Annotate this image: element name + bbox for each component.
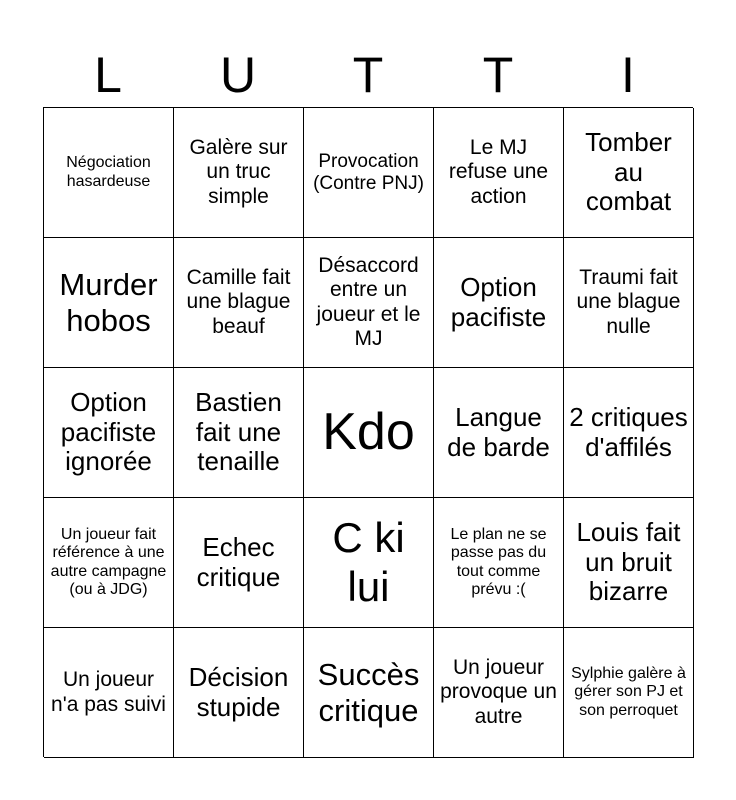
bingo-cell[interactable]: C ki lui: [304, 498, 434, 628]
bingo-grid: [43, 107, 693, 757]
title-letter-t1: T: [352, 47, 384, 103]
bingo-cell[interactable]: Tomber au combat: [564, 108, 694, 238]
bingo-cell[interactable]: Langue de barde: [434, 368, 564, 498]
title-letter-l: L: [94, 47, 122, 103]
bingo-cell[interactable]: Echec critique: [174, 498, 304, 628]
bingo-cell[interactable]: Désaccord entre un joueur et le MJ: [304, 238, 434, 368]
bingo-cell[interactable]: Le MJ refuse une action: [434, 108, 564, 238]
bingo-cell[interactable]: Galère sur un truc simple: [174, 108, 304, 238]
bingo-cell[interactable]: Sylphie galère à gérer son PJ et son perroquet: [564, 628, 694, 758]
bingo-cell[interactable]: Camille fait une blague beauf: [174, 238, 304, 368]
bingo-cell[interactable]: Option pacifiste: [434, 238, 564, 368]
bingo-cell[interactable]: Murder hobos: [44, 238, 174, 368]
bingo-cell[interactable]: Négociation hasardeuse: [44, 108, 174, 238]
bingo-cell[interactable]: Un joueur fait référence à une autre campagne (ou à JDG): [44, 498, 174, 628]
bingo-title: [43, 44, 693, 106]
bingo-cell[interactable]: Option pacifiste ignorée: [44, 368, 174, 498]
title-letter-i: I: [621, 47, 635, 103]
title-letter-t2: T: [482, 47, 514, 103]
title-letter-u: U: [219, 47, 257, 103]
bingo-cell[interactable]: Bastien fait une tenaille: [174, 368, 304, 498]
bingo-cell[interactable]: 2 critiques d'affilés: [564, 368, 694, 498]
bingo-cell[interactable]: Louis fait un bruit bizarre: [564, 498, 694, 628]
bingo-cell[interactable]: Traumi fait une blague nulle: [564, 238, 694, 368]
bingo-cell[interactable]: Le plan ne se passe pas du tout comme prévu :(: [434, 498, 564, 628]
bingo-cell[interactable]: Un joueur provoque un autre: [434, 628, 564, 758]
free-space-cell[interactable]: Kdo: [304, 368, 434, 498]
bingo-cell[interactable]: Provocation (Contre PNJ): [304, 108, 434, 238]
bingo-cell[interactable]: Décision stupide: [174, 628, 304, 758]
bingo-cell[interactable]: Succès critique: [304, 628, 434, 758]
bingo-cell[interactable]: Un joueur n'a pas suivi: [44, 628, 174, 758]
